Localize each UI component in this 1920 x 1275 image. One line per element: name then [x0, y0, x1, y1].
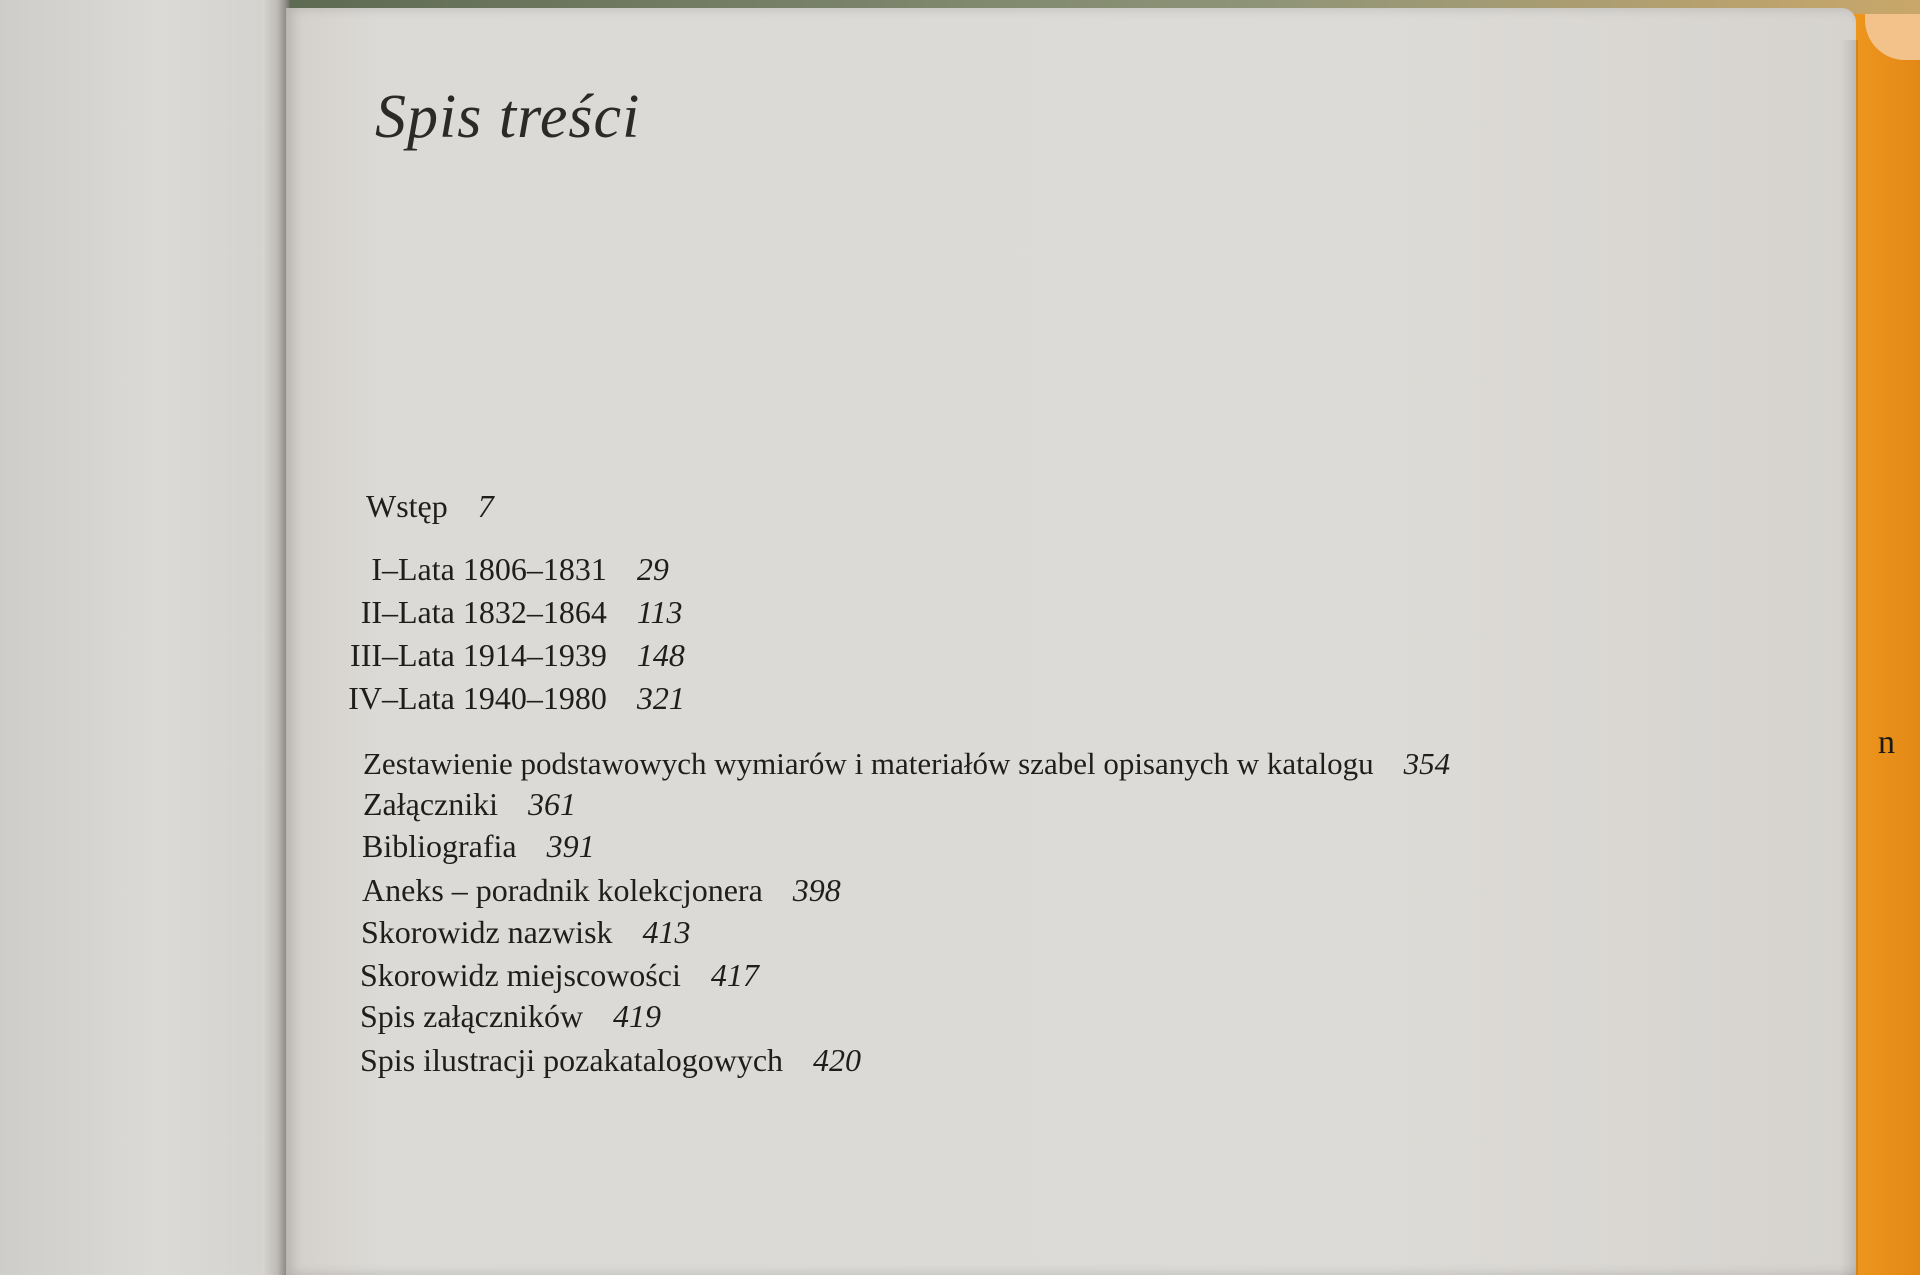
toc-section-4 — [362, 874, 841, 906]
toc-chapter-2 — [330, 596, 682, 628]
chapter-numeral: II — [360, 594, 382, 630]
toc-entry-page: 7 — [477, 488, 494, 524]
chapter-page: 29 — [636, 551, 669, 587]
section-page: 419 — [613, 998, 662, 1034]
toc-chapter-3 — [330, 639, 685, 671]
section-label: Aneks – poradnik kolekcjonera — [362, 872, 763, 908]
chapter-numeral: I — [371, 551, 382, 587]
toc-entry-label: Wstęp — [366, 488, 448, 524]
section-label: Spis załączników — [360, 998, 584, 1034]
toc-section-7 — [360, 1000, 661, 1032]
section-page: 417 — [710, 957, 759, 993]
section-label: Załączniki — [363, 786, 499, 822]
section-label: Bibliografia — [362, 828, 517, 864]
section-label: Skorowidz nazwisk — [361, 914, 613, 950]
toc-entry-intro — [366, 490, 494, 522]
toc-section-3 — [362, 830, 595, 862]
section-label: Zestawienie podstawowych wymiarów i materiałów szabel opisanych w katalogu — [363, 746, 1374, 781]
chapter-page: 321 — [636, 680, 685, 716]
toc-section-1 — [363, 748, 1450, 779]
toc-chapter-1 — [330, 553, 669, 585]
toc-section-2 — [363, 788, 576, 820]
toc-section-6 — [360, 959, 759, 991]
left-page — [0, 0, 290, 1275]
toc-chapter-4 — [330, 682, 685, 714]
chapter-label: Lata 1832–1864 — [398, 594, 607, 630]
chapter-dash: – — [382, 594, 398, 630]
chapter-dash: – — [382, 551, 398, 587]
section-label: Spis ilustracji pozakatalogowych — [360, 1042, 784, 1078]
chapter-label: Lata 1914–1939 — [398, 637, 607, 673]
chapter-dash: – — [382, 637, 398, 673]
section-page: 391 — [546, 828, 595, 864]
chapter-page: 113 — [636, 594, 683, 630]
section-page: 420 — [813, 1042, 862, 1078]
chapter-label: Lata 1806–1831 — [398, 551, 607, 587]
chapter-dash: – — [382, 680, 398, 716]
section-page: 413 — [642, 914, 691, 950]
section-page: 398 — [792, 872, 841, 908]
chapter-numeral: III — [350, 637, 382, 673]
toc-section-8 — [360, 1044, 861, 1076]
section-label: Skorowidz miejscowości — [360, 957, 681, 993]
page-edge-shadow — [1840, 40, 1858, 1275]
chapter-page: 148 — [636, 637, 685, 673]
chapter-label: Lata 1940–1980 — [398, 680, 607, 716]
chapter-numeral: IV — [348, 680, 382, 716]
toc-section-5 — [361, 916, 691, 948]
adjacent-book-text: n — [1878, 724, 1895, 761]
section-page: 361 — [528, 786, 577, 822]
section-page: 354 — [1403, 746, 1451, 781]
page-title: Spis treści — [375, 83, 641, 151]
